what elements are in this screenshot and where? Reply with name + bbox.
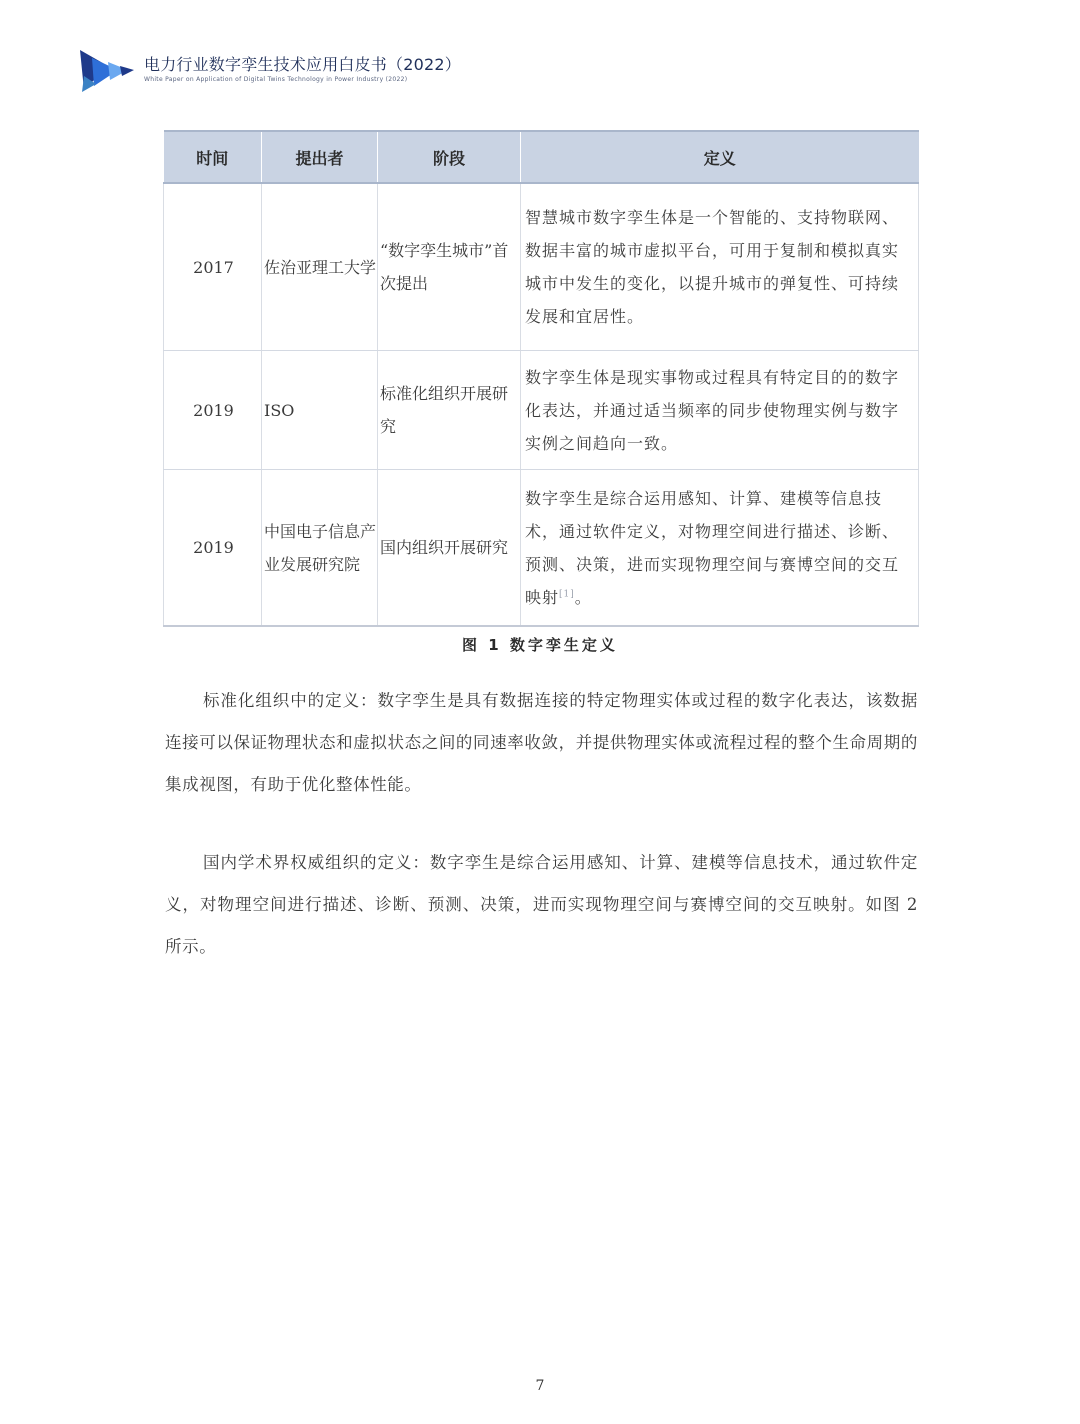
citation-reference[interactable]: [1] xyxy=(559,589,575,600)
table-row xyxy=(164,183,919,351)
cell-year: 2017 xyxy=(164,183,262,351)
definition-end: 。 xyxy=(574,587,592,607)
page-number: 7 xyxy=(535,1378,545,1394)
cell-year: 2019 xyxy=(164,351,262,470)
cell-proposer: 佐治亚理工大学 xyxy=(262,183,378,351)
column-header-time: 时间 xyxy=(164,131,262,183)
cell-stage: 国内组织开展研究 xyxy=(378,470,521,627)
definition-text: 数字孪生是综合运用感知、计算、建模等信息技术，通过软件定义，对物理空间进行描述、诊断、预测、决策，进而实现物理空间与赛博空间的交互映射 xyxy=(525,488,900,607)
cell-proposer: ISO xyxy=(262,351,378,470)
cell-definition: 数字孪生体是现实事物或过程具有特定目的的数字化表达，并通过适当频率的同步使物理实例与数字实例之间趋向一致。 xyxy=(521,351,919,470)
figure-caption: 图 1 数字孪生定义 xyxy=(462,636,618,654)
cell-stage: “数字孪生城市”首次提出 xyxy=(378,183,521,351)
cell-definition xyxy=(521,470,919,627)
column-header-stage: 阶段 xyxy=(378,131,521,183)
column-header-proposer: 提出者 xyxy=(262,131,378,183)
cell-definition: 智慧城市数字孪生体是一个智能的、支持物联网、数据丰富的城市虚拟平台，可用于复制和模拟真实城市中发生的变化，以提升城市的弹复性、可持续发展和宜居性。 xyxy=(521,183,919,351)
body-paragraph: 国内学术界权威组织的定义：数字孪生是综合运用感知、计算、建模等信息技术，通过软件定义，对物理空间进行描述、诊断、预测、决策，进而实现物理空间与赛博空间的交互映射。如图 2 所示。 xyxy=(165,853,918,956)
body-paragraph: 标准化组织中的定义：数字孪生是具有数据连接的特定物理实体或过程的数字化表达，该数据连接可以保证物理状态和虚拟状态之间的同速率收敛，并提供物理实体或流程过程的整个生命周期的集成视图，有助于优化整体性能。 xyxy=(165,691,918,794)
document-subtitle: White Paper on Application of Digital Twins Technology in Power Industry (2022) xyxy=(144,76,408,83)
definition-table xyxy=(163,130,919,627)
table-header-row xyxy=(164,131,919,183)
table-row xyxy=(164,351,919,470)
document-title: 电力行业数字孪生技术应用白皮书（2022） xyxy=(144,55,461,74)
logo-icon xyxy=(78,46,136,94)
column-header-definition: 定义 xyxy=(521,131,919,183)
cell-stage: 标准化组织开展研究 xyxy=(378,351,521,470)
cell-year: 2019 xyxy=(164,470,262,627)
page-header xyxy=(78,44,538,96)
table-row xyxy=(164,470,919,627)
cell-proposer: 中国电子信息产业发展研究院 xyxy=(262,470,378,627)
